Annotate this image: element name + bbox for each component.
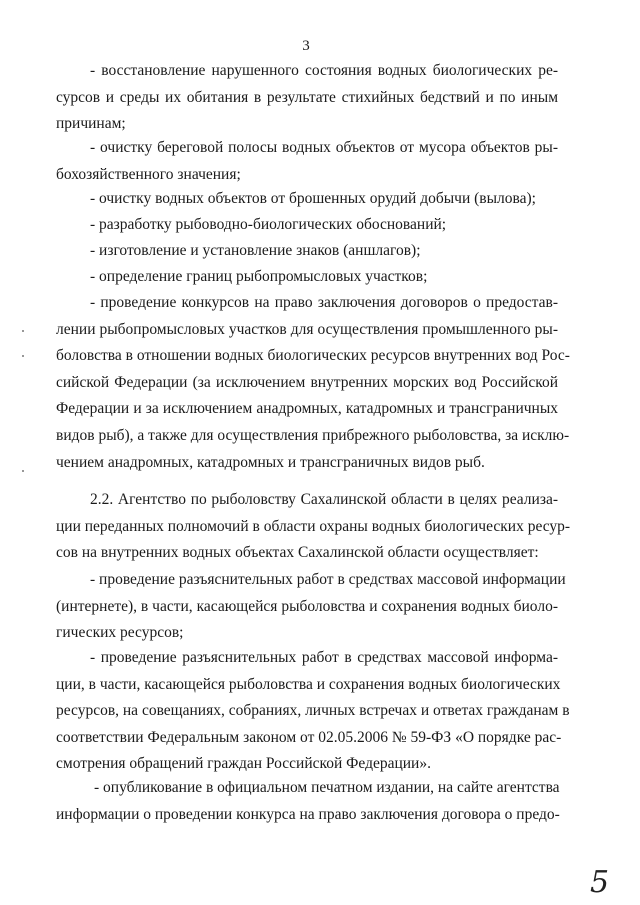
text-line: боловства в отношении водных биологических ресурсов внутренних вод Рос- — [56, 347, 570, 365]
text-line: - разработку рыбоводно-биологических обоснований; — [90, 216, 447, 233]
paragraph-media-meetings — [56, 645, 570, 778]
paragraph-gear-cleaning — [56, 186, 558, 213]
paragraph-competitions — [56, 290, 570, 476]
text-line: - проведение разъяснительных работ в средствах массовой информации — [90, 571, 566, 588]
text-line: сов на внутренних водных объектах Сахалинской области осуществляет: — [56, 544, 539, 562]
text-line: - очистку водных объектов от брошенных орудий добычи (вылова); — [90, 190, 536, 207]
paragraph-justifications — [56, 212, 558, 239]
text-line: ции, в части, касающейся рыболовства и сохранения водных биологических — [56, 675, 561, 693]
text-line: бохозяйственного значения; — [56, 165, 241, 183]
text-line: (интернете), в части, касающейся рыболовства и сохранения водных биоло- — [56, 597, 558, 615]
scan-speck — [22, 355, 24, 357]
text-line: сурсов и среды их обитания в результате стихийных бедствий и по иным — [56, 88, 558, 106]
scan-speck — [22, 330, 24, 332]
paragraph-section-2-2 — [56, 487, 571, 567]
paragraph-restoration — [56, 58, 558, 138]
paragraph-media-internet — [56, 567, 566, 647]
text-line: ресурсов, на совещаниях, собраниях, личных встречах и ответах гражданам в — [56, 702, 570, 720]
text-line: чением анадромных, катадромных и трансграничных видов рыб. — [56, 453, 485, 471]
text-line: - восстановление нарушенного состояния водных биологических ре- — [90, 62, 558, 79]
paragraph-signs — [56, 238, 558, 265]
text-line: смотрения обращений граждан Российской Федерации». — [56, 755, 431, 773]
text-line: соответствии Федеральным законом от 02.05.2006 № 59-ФЗ «О порядке рас- — [56, 728, 562, 746]
text-line: - определение границ рыбопромысловых участков; — [90, 268, 428, 285]
text-line: Федерации и за исключением анадромных, катадромных и трансграничных — [56, 400, 558, 418]
text-line: 2.2. Агентство по рыболовству Сахалинской области в целях реализа- — [90, 491, 558, 508]
text-line: - проведение конкурсов на право заключения договоров о предостав- — [90, 294, 558, 311]
text-line: - опубликование в официальном печатном издании, на сайте агентства — [94, 779, 560, 796]
paragraph-boundaries — [56, 264, 558, 291]
text-line: - проведение разъяснительных работ в средствах массовой информа- — [90, 649, 558, 666]
paragraph-publication — [56, 775, 558, 828]
text-line: сийской Федерации (за исключением внутренних морских вод Российской — [56, 373, 558, 391]
text-line: информации о проведении конкурса на право заключения договора о предо- — [56, 805, 560, 823]
text-line: гических ресурсов; — [56, 624, 184, 642]
page-number: 3 — [302, 38, 310, 54]
text-line: видов рыб), а также для осуществления прибрежного рыболовства, за исклю- — [56, 426, 570, 444]
paragraph-shore-cleaning — [56, 135, 558, 188]
text-line: - очистку береговой полосы водных объектов от мусора объектов ры- — [90, 139, 558, 156]
text-line: лении рыбопромысловых участков для осуществления промышленного ры- — [56, 320, 558, 338]
text-line: ции переданных полномочий в области охраны водных биологических ресур- — [56, 517, 571, 535]
text-line: - изготовление и установление знаков (аншлагов); — [90, 242, 421, 259]
scan-speck — [22, 470, 24, 472]
text-line: причинам; — [56, 115, 126, 133]
handwritten-page-number: 5 — [590, 865, 610, 900]
